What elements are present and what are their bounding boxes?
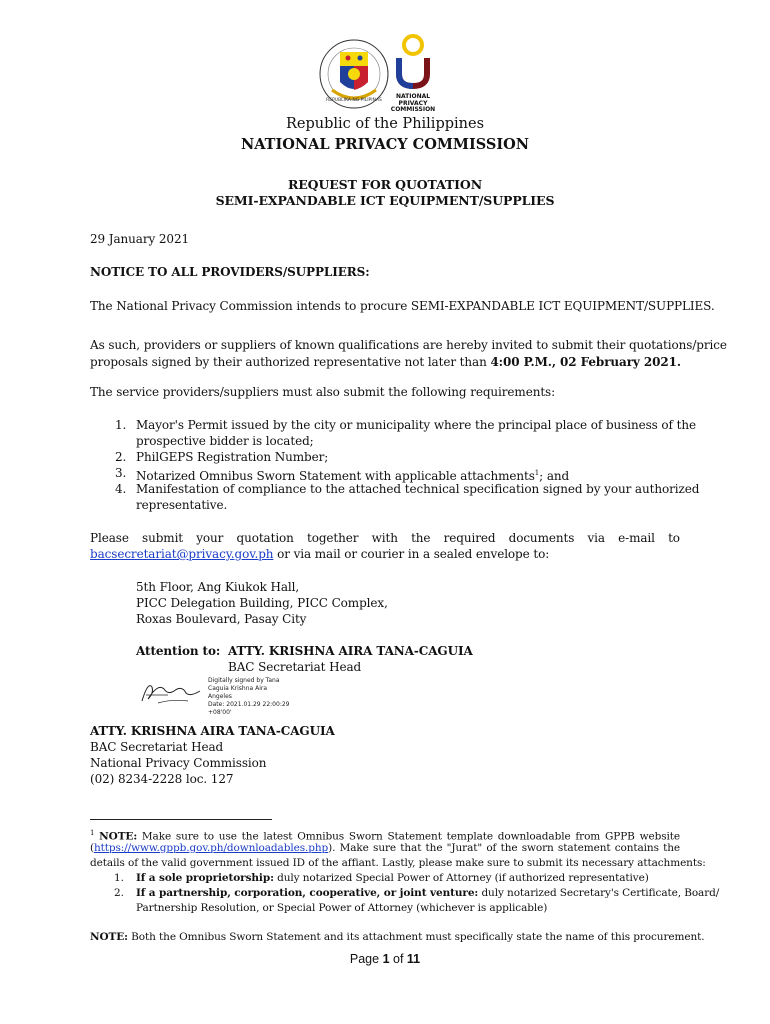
npc-logo-line: COMMISSION [390, 106, 436, 113]
submit-line [90, 530, 680, 546]
attention-name: ATTY. KRISHNA AIRA TANA-CAGUIA [228, 644, 473, 658]
signatory-agency: National Privacy Commission [90, 756, 267, 770]
footnote-marker: 1 [90, 829, 95, 837]
agency-heading: NATIONAL PRIVACY COMMISSION [240, 136, 530, 153]
footnote-item: Partnership Resolution, or Special Power of Attorney (whichever is applicable) [136, 902, 548, 914]
npc-logo-line: NATIONAL [395, 93, 431, 100]
npc-logo-line: PRIVACY [398, 99, 428, 107]
page-number [0, 952, 770, 966]
word: Please [90, 531, 129, 545]
list-number: 1. [115, 418, 127, 432]
footnote-item [136, 886, 719, 901]
word: e-mail [618, 531, 655, 545]
requirement-item: Mayor's Permit issued by the city or municipality where the principal place of business of the [136, 418, 696, 432]
word: quotation [236, 531, 294, 545]
invite-line: As such, providers or suppliers of known qualifications are hereby invited to submit their quotations/price [90, 338, 727, 352]
final-note-label: NOTE: [90, 931, 128, 943]
address-line: 5th Floor, Ang Kiukok Hall, [136, 580, 300, 594]
page-total: 11 [406, 952, 421, 966]
final-note-text: Both the Omnibus Sworn Statement and its attachment must specifically state the name of this procurement. [127, 931, 705, 943]
list-number: 2. [115, 450, 127, 464]
footnote-text: ). Make sure that the "Jurat" of the sworn statement contains the [328, 842, 680, 854]
document-title: REQUEST FOR QUOTATION [287, 177, 483, 192]
final-note [90, 930, 705, 945]
footnote-line: details of the valid government issued ID of the affiant. Lastly, please make sure to submit its necessary attachments: [90, 857, 706, 869]
word: submit [142, 531, 184, 545]
word: documents [508, 531, 575, 545]
list-number: 2. [114, 887, 124, 899]
seal-caption: REPUBLIKA NG PILIPINAS [326, 98, 382, 103]
page-current: 1 [382, 952, 390, 966]
word: with [371, 531, 398, 545]
footnote-text: Make sure to use the latest Omnibus Sworn Statement template downloadable from GPPB website [137, 830, 680, 843]
signatory-phone: (02) 8234-2228 loc. 127 [90, 772, 234, 786]
attention-role: BAC Secretariat Head [228, 660, 362, 674]
footnote-item-text: duly notarized Special Power of Attorney (if authorized representative) [273, 872, 649, 884]
deadline: 4:00 P.M., 02 February 2021. [490, 355, 681, 369]
document-date: 29 January 2021 [90, 232, 190, 246]
npc-logo-icon [393, 34, 433, 90]
page-middle: of [389, 952, 407, 966]
digital-signature-block [208, 677, 289, 717]
word: to [668, 531, 680, 545]
requirement-item: representative. [136, 498, 228, 512]
footnote-item [136, 871, 649, 886]
npc-logo-text [385, 94, 441, 114]
footnote-note-label: NOTE: [99, 830, 138, 843]
document-subtitle: SEMI-EXPANDABLE ICT EQUIPMENT/SUPPLIES [215, 193, 555, 208]
notice-heading: NOTICE TO ALL PROVIDERS/SUPPLIERS: [90, 265, 370, 279]
signatory-name: ATTY. KRISHNA AIRA TANA-CAGUIA [90, 724, 335, 738]
attention-label: Attention to: [136, 644, 221, 658]
page-prefix: Page [349, 952, 383, 966]
word: your [196, 531, 224, 545]
word: required [443, 531, 496, 545]
list-number: 3. [115, 466, 127, 480]
requirement-text: ; and [539, 469, 570, 483]
address-line: Roxas Boulevard, Pasay City [136, 612, 307, 626]
word: via [587, 531, 605, 545]
footnote-item-label: If a partnership, corporation, cooperative, or joint venture: [136, 887, 479, 899]
signature-meta-line: Caguia Krishna Aira [208, 685, 268, 692]
footnote-line: (https://www.gppb.gov.ph/downloadables.php). Make sure that the "Jurat" of the sworn statement contains the [90, 842, 680, 854]
requirement-item: prospective bidder is located; [136, 434, 314, 448]
requirements-intro: The service providers/suppliers must also submit the following requirements: [90, 385, 556, 399]
requirement-item: Manifestation of compliance to the attached technical specification signed by your authorized [136, 482, 700, 496]
signatory-role: BAC Secretariat Head [90, 740, 224, 754]
signature-meta-line: Angeles [208, 693, 232, 700]
list-number: 1. [114, 872, 124, 884]
email-link[interactable]: bacsecretariat@privacy.gov.ph [90, 547, 274, 561]
signature-meta-line: Date: 2021.01.29 22:00:29 [208, 701, 290, 708]
signature-meta-line: +08'00' [208, 709, 232, 716]
footnote-item-label: If a sole proprietorship: [136, 872, 274, 884]
requirement-item: PhilGEPS Registration Number; [136, 450, 329, 464]
word: the [411, 531, 431, 545]
submit-text: or via mail or courier in a sealed envelope to: [273, 547, 550, 561]
requirement-text: Notarized Omnibus Sworn Statement with applicable attachments [136, 469, 535, 483]
intro-paragraph: The National Privacy Commission intends to procure SEMI-EXPANDABLE ICT EQUIPMENT/SUPPLIES. [90, 299, 715, 313]
signature-meta-line: Digitally signed by Tana [208, 677, 280, 684]
gppb-link[interactable]: https://www.gppb.gov.ph/downloadables.php [94, 842, 329, 854]
footnote-ref: 1 [534, 469, 540, 477]
republic-heading: Republic of the Philippines [285, 116, 485, 132]
address-line: PICC Delegation Building, PICC Complex, [136, 596, 388, 610]
footnote-divider [90, 819, 272, 820]
word: together [307, 531, 359, 545]
handwritten-signature-icon [138, 677, 204, 709]
footnote-item-text: duly notarized Secretary's Certificate, Board/ [478, 887, 720, 899]
submit-line [90, 546, 549, 562]
invite-line [90, 354, 681, 370]
list-number: 4. [115, 482, 127, 496]
invite-text: proposals signed by their authorized representative not later than [90, 355, 491, 369]
